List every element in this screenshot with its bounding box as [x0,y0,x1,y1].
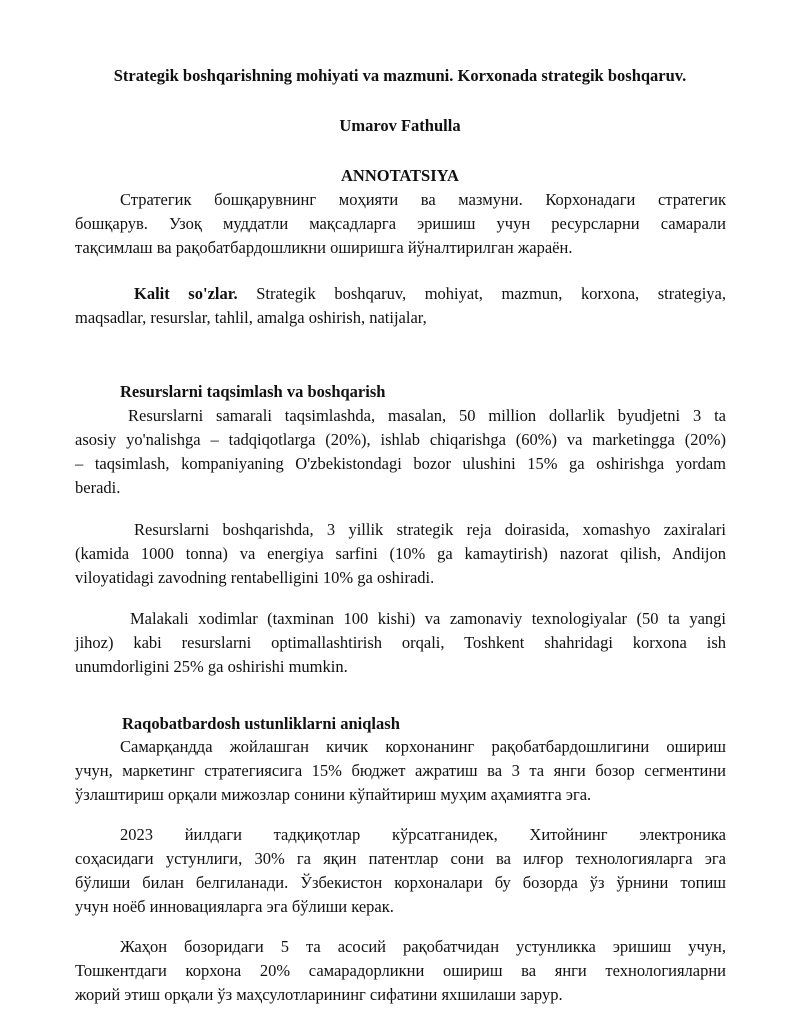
keywords-line [134,282,726,306]
document-title: Strategik boshqarishning mohiyati va mazmuni. Korxonada strategik boshqaruv. [113,66,687,85]
abstract-line: Стратегик бошқарувнинг моҳияти ва мазмуни. Корхонадаги стратегик [120,190,726,209]
keywords-text: Strategik boshqaruv, mohiyat, mazmun, korxona, strategiya, [237,284,726,303]
abstract-heading: ANNOTATSIYA [341,166,459,185]
abstract-line: бошқарув. Узоқ муддатли мақсадларга эришиш учун ресурсларни самарали [75,214,726,233]
paragraph-line: 2023 йилдаги тадқиқотлар кўрсатганидек, Хитойнинг электроника [120,825,726,844]
paragraph-line: viloyatidagi zavodning rentabelligini 10% ga oshiradi. [75,568,435,587]
paragraph-line: Тошкентдаги корхона 20% самарадорликни ошириш ва янги технологияларни [75,961,726,980]
paragraph-line: Самарқандда жойлашган кичик корхонанинг рақобатбардошлигини ошириш [120,737,726,756]
paragraph-line: jihoz) kabi resurslarni optimallashtirish orqali, Toshkent shahridagi korxona ish [75,633,726,652]
paragraph-line: Resurslarni samarali taqsimlashda, masalan, 50 million dollarlik byudjetni 3 ta [128,406,726,425]
keywords-label: Kalit so'zlar. [134,284,238,303]
section-heading: Raqobatbardosh ustunliklarni aniqlash [122,714,400,733]
paragraph-line: beradi. [75,478,121,497]
author-name: Umarov Fathulla [339,116,461,135]
paragraph-line: жорий этиш орқали ўз маҳсулотларининг сифатини яхшилаши зарур. [75,985,563,1004]
abstract-line: тақсимлаш ва рақобатбардошликни оширишга йўналтирилган жараён. [75,238,573,257]
paragraph-line: – taqsimlash, kompaniyaning O'zbekistondagi bozor ulushini 15% ga oshirishga yordam [75,454,726,473]
paragraph-line: бўлиши билан белгиланади. Ўзбекистон корхоналари бу бозорда ўз ўрнини топиш [75,873,726,892]
section-heading: Resurslarni taqsimlash va boshqarish [120,382,386,401]
paragraph-line: ўзлаштириш орқали мижозлар сонини кўпайтириш муҳим аҳамиятга эга. [75,785,592,804]
paragraph-line: Жаҳон бозоридаги 5 та асосий рақобатчидан устунликка эришиш учун, [120,937,726,956]
paragraph-line: учун, маркетинг стратегиясига 15% бюджет ажратиш ва 3 та янги бозор сегментини [75,761,726,780]
paragraph-line: asosiy yo'nalishga – tadqiqotlarga (20%), ishlab chiqarishga (60%) va marketingga (20%) [75,430,726,449]
paragraph-line: Malakali xodimlar (taxminan 100 kishi) va zamonaviy texnologiyalar (50 ta yangi [130,609,726,628]
paragraph-line: (kamida 1000 tonna) va energiya sarfini (10% ga kamaytirish) nazorat qilish, Andijon [75,544,726,563]
paragraph-line: учун ноёб инновацияларга эга бўлиши керак. [75,897,394,916]
paragraph-line: Resurslarni boshqarishda, 3 yillik strategik reja doirasida, xomashyo zaxiralari [134,520,726,539]
paragraph-line: unumdorligini 25% ga oshirishi mumkin. [75,657,348,676]
keywords-line: maqsadlar, resurslar, tahlil, amalga oshirish, natijalar, [75,308,427,327]
paragraph-line: соҳасидаги устунлиги, 30% га яқин патентлар сони ва илғор технологияларга эга [75,849,726,868]
